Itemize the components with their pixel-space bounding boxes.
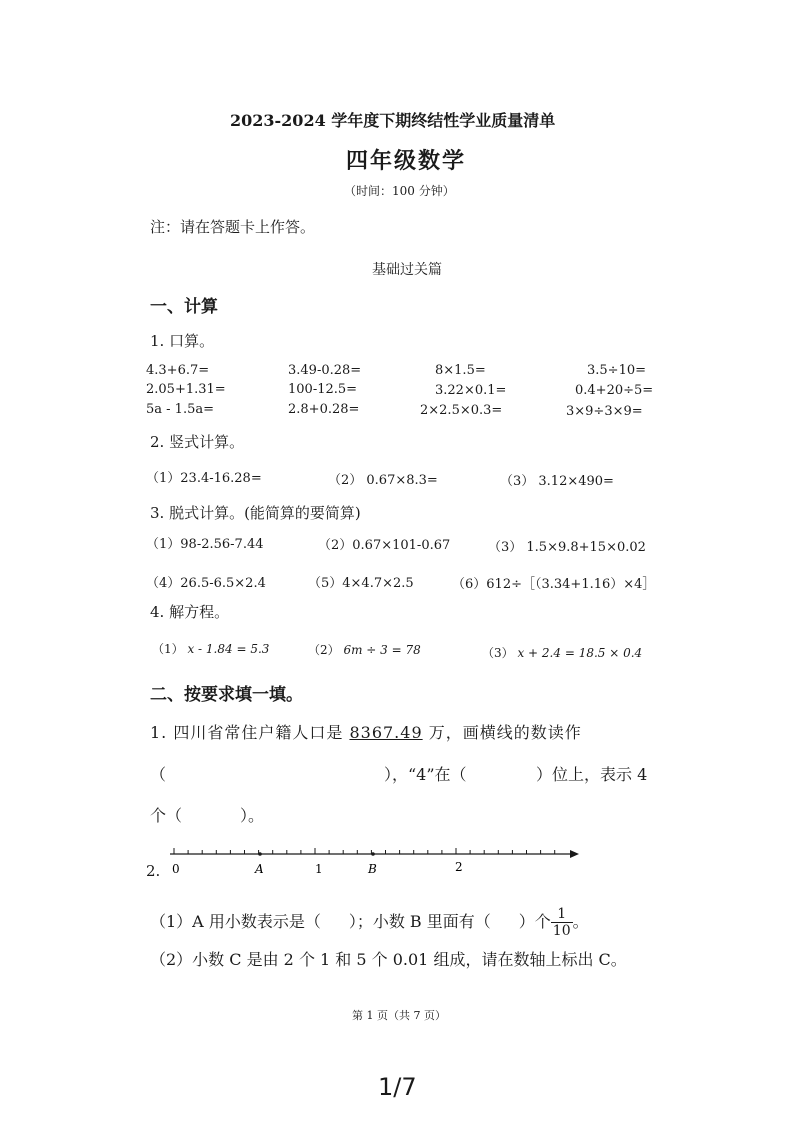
- point-a-dot: [258, 852, 262, 856]
- tick-label-0: 0: [172, 862, 180, 876]
- fraction-one-tenth: [551, 906, 573, 939]
- oral-item: 0.4+20÷5=: [575, 383, 654, 398]
- fill-q2-sub2: （2）小数 C 是由 2 个 1 和 5 个 0.01 组成，请在数轴上标出 C。: [150, 950, 627, 969]
- equation-number: （1）: [152, 642, 184, 656]
- stepwise-calc-item: （1）98-2.56-7.44: [146, 537, 264, 552]
- fill-q1-line2-open: （: [150, 765, 167, 784]
- q2-label: 2. 竖式计算。: [150, 433, 245, 451]
- oral-item: 2×2.5×0.3=: [420, 403, 503, 418]
- vertical-calc-item: （3） 3.12×490=: [500, 474, 614, 489]
- oral-item: 2.05+1.31=: [146, 382, 226, 397]
- vertical-calc-item: （1）23.4-16.28=: [146, 471, 262, 486]
- section-title: 基础过关篇: [372, 262, 442, 278]
- equation-item: [308, 641, 421, 658]
- sub1-part-a: （1）A 用小数表示是（: [150, 912, 321, 931]
- fill-q1-line2-end: ）位上，表示 4: [536, 765, 648, 784]
- subject-title: 四年级数学: [346, 148, 467, 174]
- fill-q1-line3-close: ）。: [240, 806, 265, 825]
- tick-label-1: 1: [315, 862, 323, 876]
- fill-q1-suffix: 万，画横线的数读作: [428, 723, 582, 742]
- part1-heading: 一、计算: [150, 297, 218, 317]
- fill-q1-line1: [150, 720, 582, 743]
- stepwise-calc-item: （4）26.5-6.5×2.4: [146, 576, 266, 591]
- sub1-part-b: ）；小数 B 里面有（: [348, 912, 491, 931]
- vertical-calc-item: （2） 0.67×8.3=: [328, 473, 438, 488]
- equation-expr: x + 2.4 = 18.5 × 0.4: [517, 646, 643, 660]
- fill-q1-line2-mid: ），“4”在（: [384, 765, 467, 784]
- q4-label: 4. 解方程。: [150, 603, 230, 621]
- answer-note: 注：请在答题卡上作答。: [150, 218, 316, 236]
- page-footer: 第 1 页（共 7 页）: [352, 1009, 446, 1022]
- equation-expr: x - 1.84 = 5.3: [187, 642, 270, 656]
- oral-item: 4.3+6.7=: [146, 363, 210, 378]
- exam-title: 2023-2024 学年度下期终结性学业质量清单: [230, 111, 556, 130]
- oral-item: 100-12.5=: [288, 382, 358, 397]
- stepwise-calc-item: （5）4×4.7×2.5: [308, 576, 414, 591]
- viewer-page-indicator: 1/7: [378, 1073, 417, 1101]
- equation-number: （2）: [308, 643, 340, 657]
- point-a-label: A: [255, 862, 264, 876]
- oral-item: 3.22×0.1=: [435, 383, 507, 398]
- underlined-number: 8367.49: [349, 723, 423, 742]
- oral-item: 8×1.5=: [435, 363, 486, 378]
- fill-q1-line3-open: 个（: [150, 806, 183, 825]
- oral-item: 3.5÷10=: [587, 363, 647, 378]
- equation-item: [152, 640, 269, 657]
- point-b-label: B: [368, 862, 377, 876]
- fill-q2-sub1: [150, 906, 589, 939]
- fraction-denominator: 10: [552, 923, 571, 939]
- equation-expr: 6m ÷ 3 = 78: [343, 643, 421, 657]
- stepwise-calc-item: （6）612÷［（3.34+1.16）×4］: [452, 577, 656, 592]
- equation-number: （3）: [482, 646, 514, 660]
- number-line-arrow-icon: [570, 850, 579, 858]
- time-limit: （时间：100 分钟）: [344, 184, 455, 198]
- part2-heading: 二、按要求填一填。: [150, 685, 303, 705]
- tick-label-2: 2: [455, 860, 463, 874]
- stepwise-calc-item: （2）0.67×101-0.67: [318, 538, 451, 553]
- fraction-numerator: 1: [551, 906, 573, 923]
- oral-item: 3.49-0.28=: [288, 363, 362, 378]
- stepwise-calc-item: （3） 1.5×9.8+15×0.02: [488, 540, 646, 555]
- fill-q2-number: 2.: [146, 862, 161, 880]
- point-b-dot: [371, 852, 375, 856]
- number-line-ticks: [174, 848, 555, 854]
- sub1-part-c: ）个: [518, 912, 551, 931]
- q1-label: 1. 口算。: [150, 332, 215, 350]
- q3-label: 3. 脱式计算。(能简算的要简算): [150, 504, 361, 522]
- equation-item: [482, 644, 642, 661]
- oral-item: 2.8+0.28=: [288, 402, 360, 417]
- oral-item: 3×9÷3×9=: [566, 404, 643, 419]
- fill-q1-prefix: 1. 四川省常住户籍人口是: [150, 723, 344, 742]
- oral-item: 5a - 1.5a=: [146, 402, 214, 417]
- number-line: [165, 842, 585, 878]
- sub1-end: 。: [572, 912, 589, 931]
